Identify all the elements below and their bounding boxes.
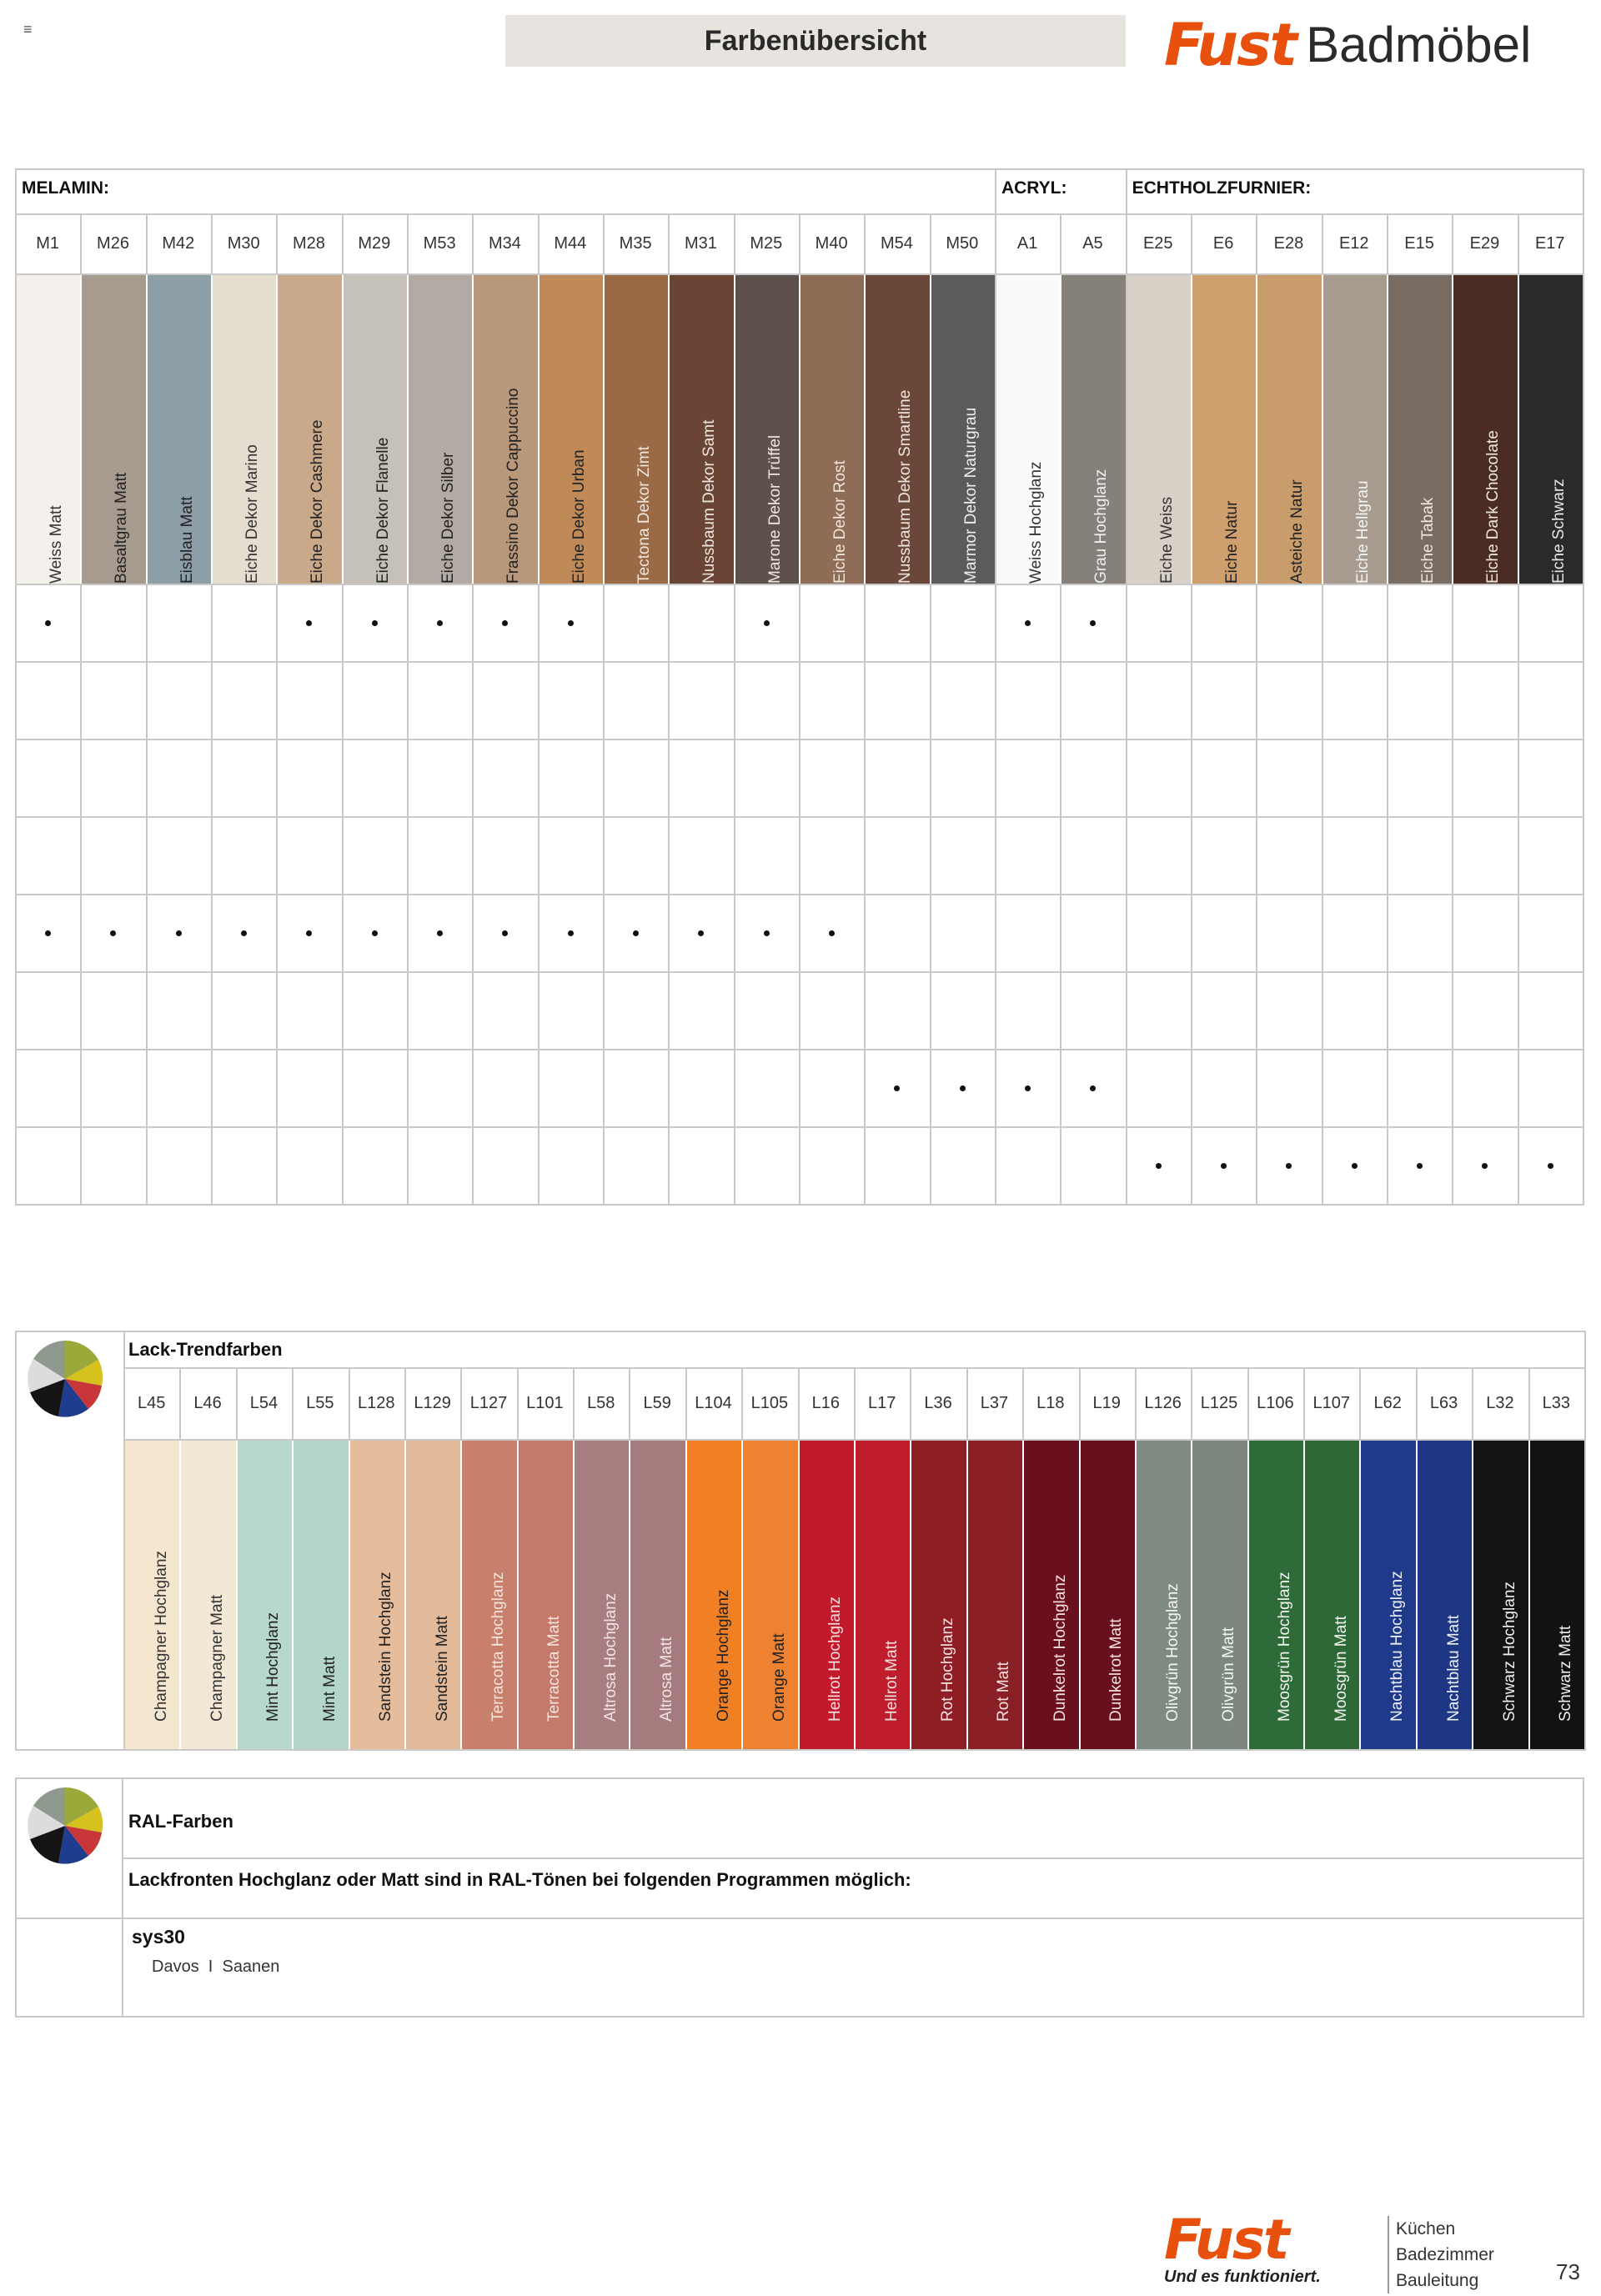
grid-line	[15, 1331, 1584, 1332]
color-swatch: Eiche Dark Chocolate	[1453, 275, 1517, 584]
swatch-label: Orange Hochglanz	[714, 1589, 732, 1722]
color-code: M28	[293, 233, 325, 253]
color-code: E25	[1142, 233, 1173, 253]
color-swatch	[1305, 1441, 1359, 1749]
color-code: L32	[1486, 1393, 1514, 1412]
color-code: A1	[1016, 233, 1038, 253]
color-code: M34	[489, 233, 521, 253]
color-swatch	[462, 1441, 516, 1749]
swatch-label: Mint Hochglanz	[264, 1612, 283, 1722]
color-code: L128	[357, 1393, 395, 1412]
color-code: M1	[36, 233, 60, 253]
swatch-label: Champagner Hochglanz	[152, 1551, 170, 1722]
color-code: L106	[1257, 1393, 1294, 1412]
color-code: M30	[227, 233, 260, 253]
swatch-label: Moosgrün Hochglanz	[1276, 1572, 1294, 1722]
color-code: M26	[97, 233, 129, 253]
color-code: L126	[1144, 1393, 1182, 1412]
color-code: E15	[1404, 233, 1434, 253]
swatch-label: Terracotta Matt	[545, 1616, 564, 1722]
color-swatch: Eiche Natur	[1192, 275, 1256, 584]
footer-service-item: Küchen	[1396, 2219, 1456, 2238]
swatch-label: Sandstein Matt	[433, 1616, 451, 1722]
color-code: M40	[815, 233, 848, 253]
footer-services	[1388, 2216, 1494, 2293]
swatch-label: Sandstein Hochglanz	[377, 1572, 395, 1722]
color-code: M29	[358, 233, 391, 253]
color-swatch: Marmor Dekor Naturgrau	[931, 275, 995, 584]
color-swatch: Eiche Dekor Urban	[540, 275, 603, 584]
color-code: M25	[750, 233, 783, 253]
color-swatch: Eiche Tabak	[1388, 275, 1452, 584]
color-code: L37	[980, 1393, 1009, 1412]
footer-service-item: Badezimmer	[1396, 2245, 1494, 2264]
page-number: 73	[1556, 2259, 1580, 2284]
color-code: L45	[138, 1393, 166, 1412]
color-code: L104	[695, 1393, 732, 1412]
swatch-label: Champagner Matt	[208, 1594, 227, 1722]
color-code: M53	[423, 233, 456, 253]
swatch-label: Terracotta Hochglanz	[489, 1572, 507, 1722]
swatch-label: Hellrot Hochglanz	[826, 1597, 845, 1722]
brand-name: Badmöbel	[1306, 17, 1532, 73]
color-swatch	[856, 1441, 910, 1749]
color-swatch	[1137, 1441, 1191, 1749]
color-wheel-icon	[25, 1339, 105, 1423]
grid-line	[1584, 1331, 1586, 1751]
color-swatch	[1473, 1441, 1528, 1749]
color-swatch: Eiche Dekor Cashmere	[278, 275, 341, 584]
swatch-label: Rot Hochglanz	[939, 1617, 957, 1722]
color-swatch: Eiche Dekor Rost	[800, 275, 864, 584]
color-swatch: Eiche Weiss	[1127, 275, 1191, 584]
color-code: A5	[1082, 233, 1103, 253]
lack-title: Lack-Trendfarben	[128, 1339, 283, 1360]
color-code: L19	[1092, 1393, 1121, 1412]
color-swatch: Eiche Schwarz	[1519, 275, 1583, 584]
color-swatch	[294, 1441, 348, 1749]
footer-brand	[1164, 2208, 1321, 2287]
color-swatch: Asteiche Natur	[1257, 275, 1321, 584]
swatch-label: Rot Matt	[995, 1662, 1013, 1722]
ral-subtitle: Lackfronten Hochglanz oder Matt sind in RAL-Tönen bei folgenden Programmen möglich:	[128, 1869, 911, 1890]
swatch-label: Altrosa Hochglanz	[601, 1592, 620, 1722]
color-code: M31	[685, 233, 717, 253]
color-swatch: Tectona Dekor Zimt	[605, 275, 668, 584]
color-code: L63	[1429, 1393, 1458, 1412]
color-code: L58	[587, 1393, 615, 1412]
grid-line	[15, 1331, 17, 1749]
footer-service-item: Bauleitung	[1396, 2271, 1479, 2290]
color-swatch	[1081, 1441, 1135, 1749]
color-code: L18	[1036, 1393, 1065, 1412]
color-swatch: Eiche Dekor Silber	[409, 275, 472, 584]
color-code: M54	[880, 233, 913, 253]
footer-fust-logo: Fust	[1164, 2208, 1288, 2272]
color-swatch	[406, 1441, 460, 1749]
color-swatch: Eisblau Matt	[148, 275, 211, 584]
color-swatch: Eiche Hellgrau	[1323, 275, 1387, 584]
color-code: L129	[414, 1393, 451, 1412]
color-swatch	[630, 1441, 685, 1749]
ral-program: sys30	[132, 1926, 185, 1948]
color-code: L54	[249, 1393, 279, 1412]
swatch-label: Hellrot Matt	[882, 1640, 901, 1722]
color-swatch: Weiss Hochglanz	[996, 275, 1060, 584]
color-code: L125	[1200, 1393, 1238, 1412]
color-swatch: Marone Dekor Trüffel	[735, 275, 799, 584]
section-label: ACRYL:	[1001, 178, 1067, 198]
color-code: L101	[526, 1393, 564, 1412]
color-swatch	[181, 1441, 235, 1749]
color-wheel-icon	[25, 1786, 105, 1870]
swatch-label: Nachtblau Hochglanz	[1388, 1571, 1407, 1722]
color-swatch: Grau Hochglanz	[1061, 275, 1125, 584]
page-title: Farbenübersicht	[505, 15, 1126, 67]
swatch-label: Orange Matt	[770, 1633, 788, 1722]
swatch-label: Dunkelrot Matt	[1107, 1618, 1126, 1722]
color-code: E6	[1212, 233, 1234, 253]
color-code: L107	[1312, 1393, 1350, 1412]
fust-logo: Fust	[1164, 11, 1297, 79]
section-label: MELAMIN:	[22, 178, 109, 198]
swatch-label: Altrosa Matt	[658, 1637, 676, 1722]
color-swatch	[125, 1441, 179, 1749]
grid-line	[15, 1749, 1584, 1751]
color-code: L62	[1373, 1393, 1402, 1412]
footer-slogan: Und es funktioniert.	[1164, 2268, 1321, 2286]
swatch-label: Olivgrün Matt	[1219, 1627, 1237, 1722]
color-code: M35	[619, 233, 652, 253]
color-code: L105	[750, 1393, 789, 1412]
color-code: L46	[193, 1393, 222, 1412]
color-code: M42	[162, 233, 195, 253]
color-swatch	[1249, 1441, 1303, 1749]
color-swatch	[1024, 1441, 1078, 1749]
swatch-label: Schwarz Hochglanz	[1500, 1582, 1518, 1722]
color-code: E12	[1338, 233, 1369, 253]
section-label: ECHTHOLZFURNIER:	[1132, 178, 1312, 198]
menu-icon[interactable]: ≡	[23, 21, 33, 38]
color-swatch: Weiss Matt	[17, 275, 80, 584]
color-code: E28	[1273, 233, 1304, 253]
color-swatch: Basaltgrau Matt	[82, 275, 145, 584]
color-swatch	[1361, 1441, 1415, 1749]
ral-models: Davos I Saanen	[152, 1958, 280, 1976]
color-swatch	[687, 1441, 741, 1749]
color-swatch: Frassino Dekor Cappuccino	[474, 275, 537, 584]
color-code: L33	[1542, 1393, 1570, 1412]
swatch-label: Mint Matt	[320, 1656, 339, 1722]
color-swatch	[575, 1441, 629, 1749]
color-code: E17	[1534, 233, 1565, 253]
color-code: L36	[924, 1393, 952, 1412]
color-code: L55	[306, 1393, 334, 1412]
color-code: L17	[868, 1393, 896, 1412]
color-swatch: Eiche Dekor Flanelle	[344, 275, 407, 584]
color-code: L127	[469, 1393, 508, 1412]
color-swatch	[519, 1441, 573, 1749]
color-swatch	[743, 1441, 797, 1749]
color-swatch	[1530, 1441, 1584, 1749]
color-swatch	[238, 1441, 292, 1749]
color-swatch	[1418, 1441, 1472, 1749]
color-swatch: Nussbaum Dekor Smartline	[866, 275, 929, 584]
ral-farben-section	[15, 1777, 1584, 2018]
color-swatch: Eiche Dekor Marino	[213, 275, 276, 584]
swatch-label: Moosgrün Matt	[1332, 1616, 1350, 1722]
color-swatch	[968, 1441, 1022, 1749]
swatch-label: Dunkelrot Hochglanz	[1051, 1574, 1069, 1722]
color-swatch	[800, 1441, 854, 1749]
color-code: E29	[1469, 233, 1500, 253]
color-swatch	[1192, 1441, 1247, 1749]
color-code: L16	[811, 1393, 840, 1412]
color-swatch	[911, 1441, 966, 1749]
swatch-label: Nachtblau Matt	[1444, 1615, 1463, 1722]
color-code: M50	[946, 233, 979, 253]
color-code: M44	[554, 233, 587, 253]
color-swatch	[350, 1441, 404, 1749]
ral-title: RAL-Farben	[128, 1811, 233, 1832]
color-code: L59	[643, 1393, 671, 1412]
swatch-label: Schwarz Matt	[1557, 1625, 1575, 1722]
swatch-label: Olivgrün Hochglanz	[1163, 1583, 1182, 1722]
color-swatch: Nussbaum Dekor Samt	[670, 275, 733, 584]
